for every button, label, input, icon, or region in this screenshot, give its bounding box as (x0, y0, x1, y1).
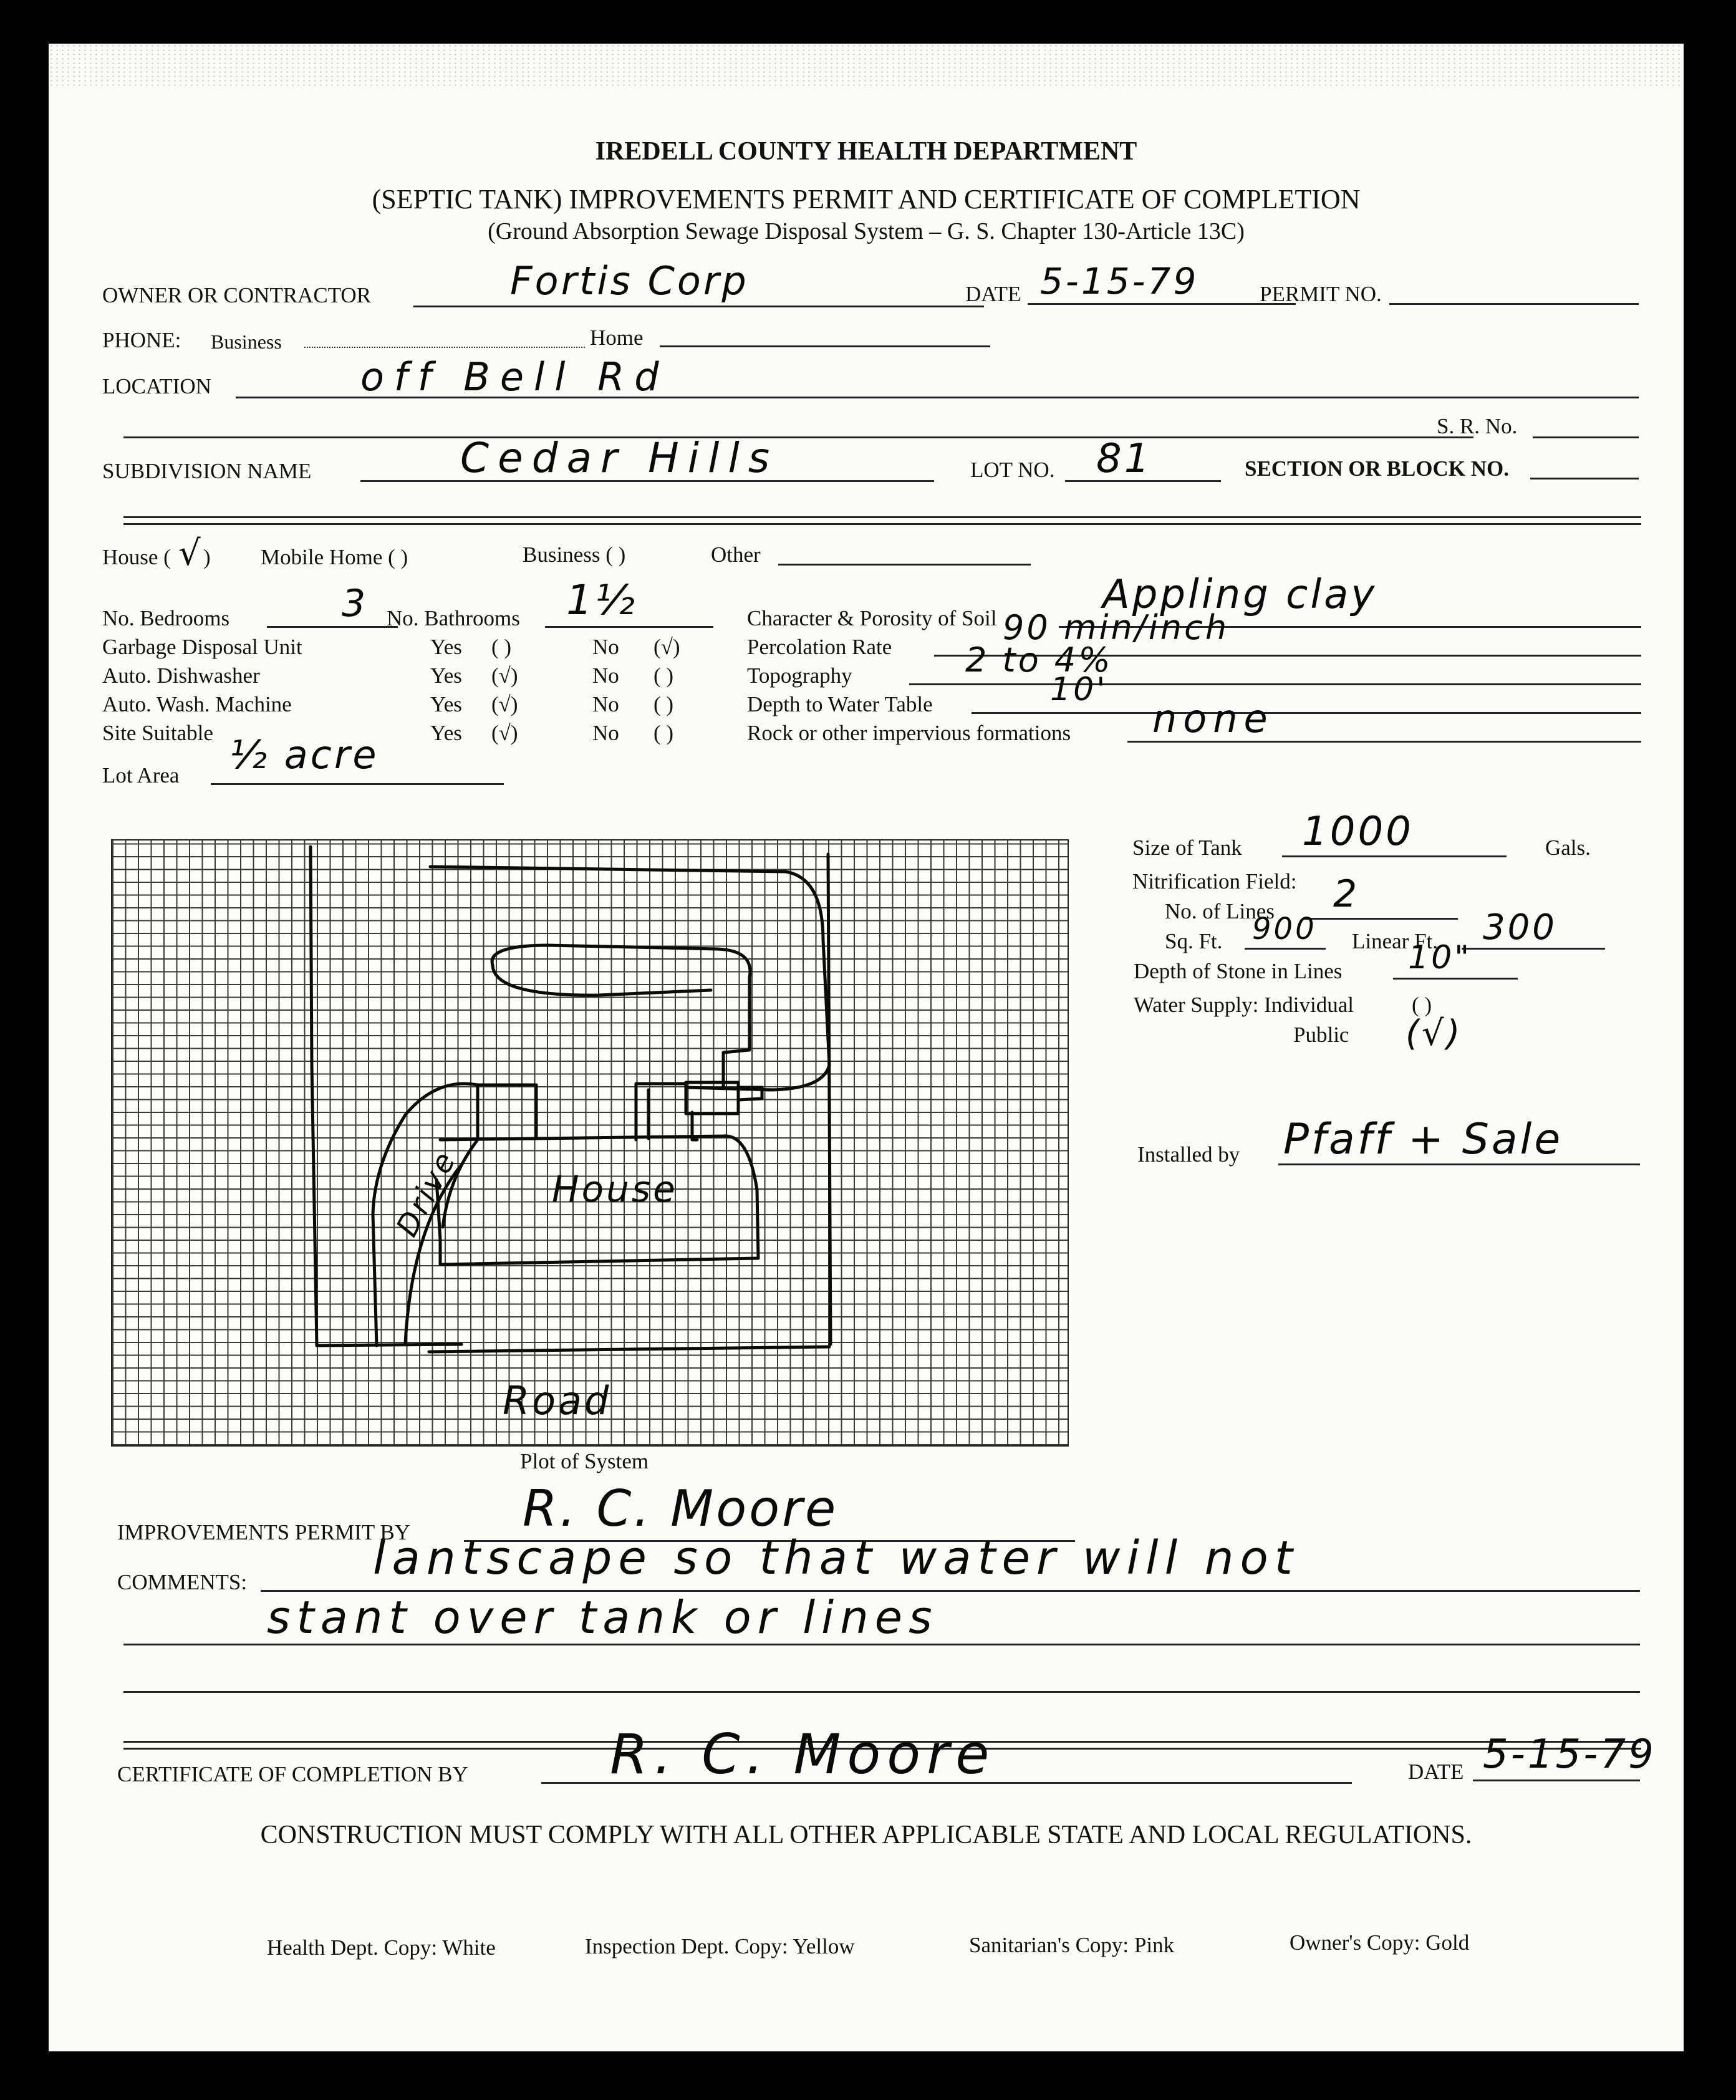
nitrification-label: Nitrification Field: (1132, 869, 1297, 893)
garbage-no-box[interactable]: (√) (653, 635, 680, 659)
improvements-by-label: IMPROVEMENTS PERMIT BY (117, 1520, 410, 1544)
lot-boundary-left (311, 847, 464, 1346)
scan-noise (49, 44, 1684, 87)
soil-value[interactable]: Appling clay (1102, 572, 1377, 618)
certificate-by-label: CERTIFICATE OF COMPLETION BY (117, 1762, 468, 1786)
other-line (778, 564, 1031, 566)
form-subtitle: (Ground Absorption Sewage Disposal System – G. S. Chapter 130-Article 13C) (488, 218, 1245, 244)
comments-line-3 (123, 1691, 1640, 1693)
stone-depth-label: Depth of Stone in Lines (1134, 959, 1343, 983)
percolation-value[interactable]: 90 min/inch (1003, 608, 1230, 647)
sr-no-line (1533, 436, 1639, 438)
sq-ft-value[interactable]: 900 (1252, 912, 1317, 946)
road-sketch-label: Road (503, 1378, 612, 1423)
garbage-no-label: No (592, 635, 619, 659)
date-label: DATE (965, 282, 1021, 306)
topography-label: Topography (747, 663, 852, 688)
dishwasher-no-label: No (592, 663, 619, 688)
site-yes-box[interactable]: (√) (491, 721, 518, 745)
public-label: Public (1293, 1023, 1349, 1047)
bathrooms-line (545, 626, 713, 628)
lines-line (1302, 918, 1458, 920)
department-heading: IREDELL COUNTY HEALTH DEPARTMENT (595, 137, 1137, 166)
lot-boundary-bottom (429, 1347, 829, 1352)
phone-label: PHONE: (102, 328, 181, 352)
permit-form (49, 44, 1684, 2051)
dishwasher-yes-box[interactable]: (√) (491, 663, 518, 688)
owner-line (413, 306, 984, 307)
tank-size-value[interactable]: 1000 (1302, 809, 1414, 855)
lines-label: No. of Lines (1165, 899, 1275, 923)
gals-label: Gals. (1545, 836, 1591, 860)
certificate-by-signature[interactable]: R. C. Moore (610, 1722, 996, 1786)
location-line-2 (123, 436, 1473, 438)
site-no-box[interactable]: ( ) (653, 721, 674, 745)
bathrooms-label: No. Bathrooms (387, 606, 520, 630)
business-phone-label: Business (211, 330, 282, 353)
wash-yes-label: Yes (430, 692, 462, 716)
mobile-home-label[interactable]: Mobile Home ( ) (261, 545, 408, 569)
business-type-label[interactable]: Business ( ) (523, 542, 626, 567)
copy-gold: Owner's Copy: Gold (1290, 1930, 1470, 1955)
sewer-line (636, 1084, 686, 1140)
individual-box[interactable]: ( ) (1412, 993, 1432, 1017)
comments-label: COMMENTS: (117, 1570, 248, 1594)
business-phone-line (304, 347, 585, 348)
linear-ft-line (1462, 948, 1605, 950)
garbage-label: Garbage Disposal Unit (102, 635, 302, 659)
plot-sketch (112, 840, 1068, 1445)
lot-no-value[interactable]: 81 (1096, 436, 1152, 482)
house-sketch-label: House (552, 1168, 678, 1210)
lot-area-label: Lot Area (102, 763, 180, 788)
house-label: House ( (102, 545, 171, 569)
date-value[interactable]: 5-15-79 (1040, 260, 1199, 302)
site-yes-label: Yes (430, 721, 462, 745)
date-line (1028, 303, 1296, 305)
section-label: SECTION OR BLOCK NO. (1245, 456, 1509, 481)
compliance-statement: CONSTRUCTION MUST COMPLY WITH ALL OTHER APPLICABLE STATE AND LOCAL REGULATIONS. (260, 1821, 1472, 1849)
installed-by-value[interactable]: Pfaff + Sale (1283, 1115, 1563, 1164)
dishwasher-no-box[interactable]: ( ) (653, 663, 674, 688)
water-table-line (972, 712, 1641, 714)
copy-yellow: Inspection Dept. Copy: Yellow (585, 1934, 855, 1958)
wash-machine-label: Auto. Wash. Machine (102, 692, 292, 716)
house-check[interactable]: √ (178, 533, 203, 574)
wash-no-label: No (592, 692, 619, 716)
bedrooms-line (267, 626, 398, 628)
bathrooms-value[interactable]: 1½ (566, 576, 637, 624)
water-table-value[interactable]: 10' (1050, 671, 1108, 708)
site-no-label: No (592, 721, 619, 745)
dishwasher-yes-label: Yes (430, 663, 462, 688)
rock-value[interactable]: none (1152, 696, 1274, 741)
linear-ft-value[interactable]: 300 (1483, 907, 1557, 948)
owner-value[interactable]: Fortis Corp (510, 258, 749, 304)
form-title: (SEPTIC TANK) IMPROVEMENTS PERMIT AND CERTIFICATE OF COMPLETION (372, 184, 1361, 214)
garbage-yes-box[interactable]: ( ) (491, 635, 512, 659)
sq-ft-line (1245, 948, 1326, 950)
installed-by-label: Installed by (1137, 1142, 1240, 1167)
lines-value[interactable]: 2 (1333, 872, 1360, 916)
house-close: ) (203, 545, 211, 569)
nitrification-line-outer (430, 867, 829, 1090)
stone-depth-value[interactable]: 10" (1408, 939, 1472, 976)
bedrooms-label: No. Bedrooms (102, 606, 230, 630)
comments-text-2[interactable]: stant over tank or lines (267, 1591, 938, 1644)
section-line (1530, 478, 1639, 479)
plot-caption: Plot of System (520, 1449, 649, 1473)
home-phone-label: Home (590, 325, 644, 350)
water-table-label: Depth to Water Table (747, 692, 933, 716)
improvements-by-signature[interactable]: R. C. Moore (523, 1480, 839, 1538)
cert-date-value[interactable]: 5-15-79 (1483, 1732, 1656, 1778)
other-label: Other (711, 542, 761, 567)
permit-no-label: PERMIT NO. (1260, 282, 1382, 306)
location-label: LOCATION (102, 374, 211, 398)
soil-label: Character & Porosity of Soil (747, 606, 997, 630)
nitrification-line-inner (492, 945, 750, 1087)
public-check[interactable]: (√) (1406, 1013, 1463, 1054)
site-suitable-label: Site Suitable (102, 721, 213, 745)
drive-sketch-label: Drive (389, 1144, 464, 1243)
percolation-label: Percolation Rate (747, 635, 892, 659)
tank-size-line (1282, 855, 1507, 857)
stone-depth-line (1393, 978, 1518, 980)
home-phone-line (660, 345, 990, 347)
cert-date-line (1473, 1780, 1640, 1781)
copy-white: Health Dept. Copy: White (267, 1935, 496, 1960)
lot-area-value[interactable]: ½ acre (229, 732, 379, 778)
copy-pink: Sanitarian's Copy: Pink (969, 1933, 1175, 1957)
owner-label: OWNER OR CONTRACTOR (102, 283, 372, 307)
plot-grid[interactable] (111, 839, 1069, 1447)
sr-no-label: S. R. No. (1437, 414, 1518, 438)
garbage-yes-label: Yes (430, 635, 462, 659)
location-value[interactable]: off Bell Rd (360, 354, 669, 400)
subdivision-label: SUBDIVISION NAME (102, 459, 312, 483)
lot-boundary-right (828, 854, 831, 1344)
wash-yes-box[interactable]: (√) (491, 692, 518, 716)
water-supply-label: Water Supply: Individual (1134, 993, 1354, 1017)
subdivision-value[interactable]: Cedar Hills (460, 434, 779, 482)
linear-ft-label: Linear Ft. (1352, 929, 1439, 953)
comments-line-2 (123, 1644, 1640, 1645)
lot-no-label: LOT NO. (970, 458, 1055, 482)
cert-date-label: DATE (1408, 1760, 1464, 1784)
comments-text-1[interactable]: lantscape so that water will not (373, 1531, 1299, 1585)
tank-size-label: Size of Tank (1132, 836, 1242, 860)
rock-label: Rock or other impervious formations (747, 721, 1071, 745)
divider-top (123, 516, 1641, 525)
bedrooms-value[interactable]: 3 (342, 582, 369, 625)
wash-no-box[interactable]: ( ) (653, 692, 674, 716)
topography-value[interactable]: 2 to 4% (965, 640, 1113, 680)
sq-ft-label: Sq. Ft. (1165, 929, 1223, 953)
dishwasher-label: Auto. Dishwasher (102, 663, 260, 688)
topography-line (909, 683, 1641, 685)
permit-no-line (1389, 303, 1639, 305)
lot-area-line (211, 783, 504, 785)
garage-edge (478, 1085, 536, 1139)
